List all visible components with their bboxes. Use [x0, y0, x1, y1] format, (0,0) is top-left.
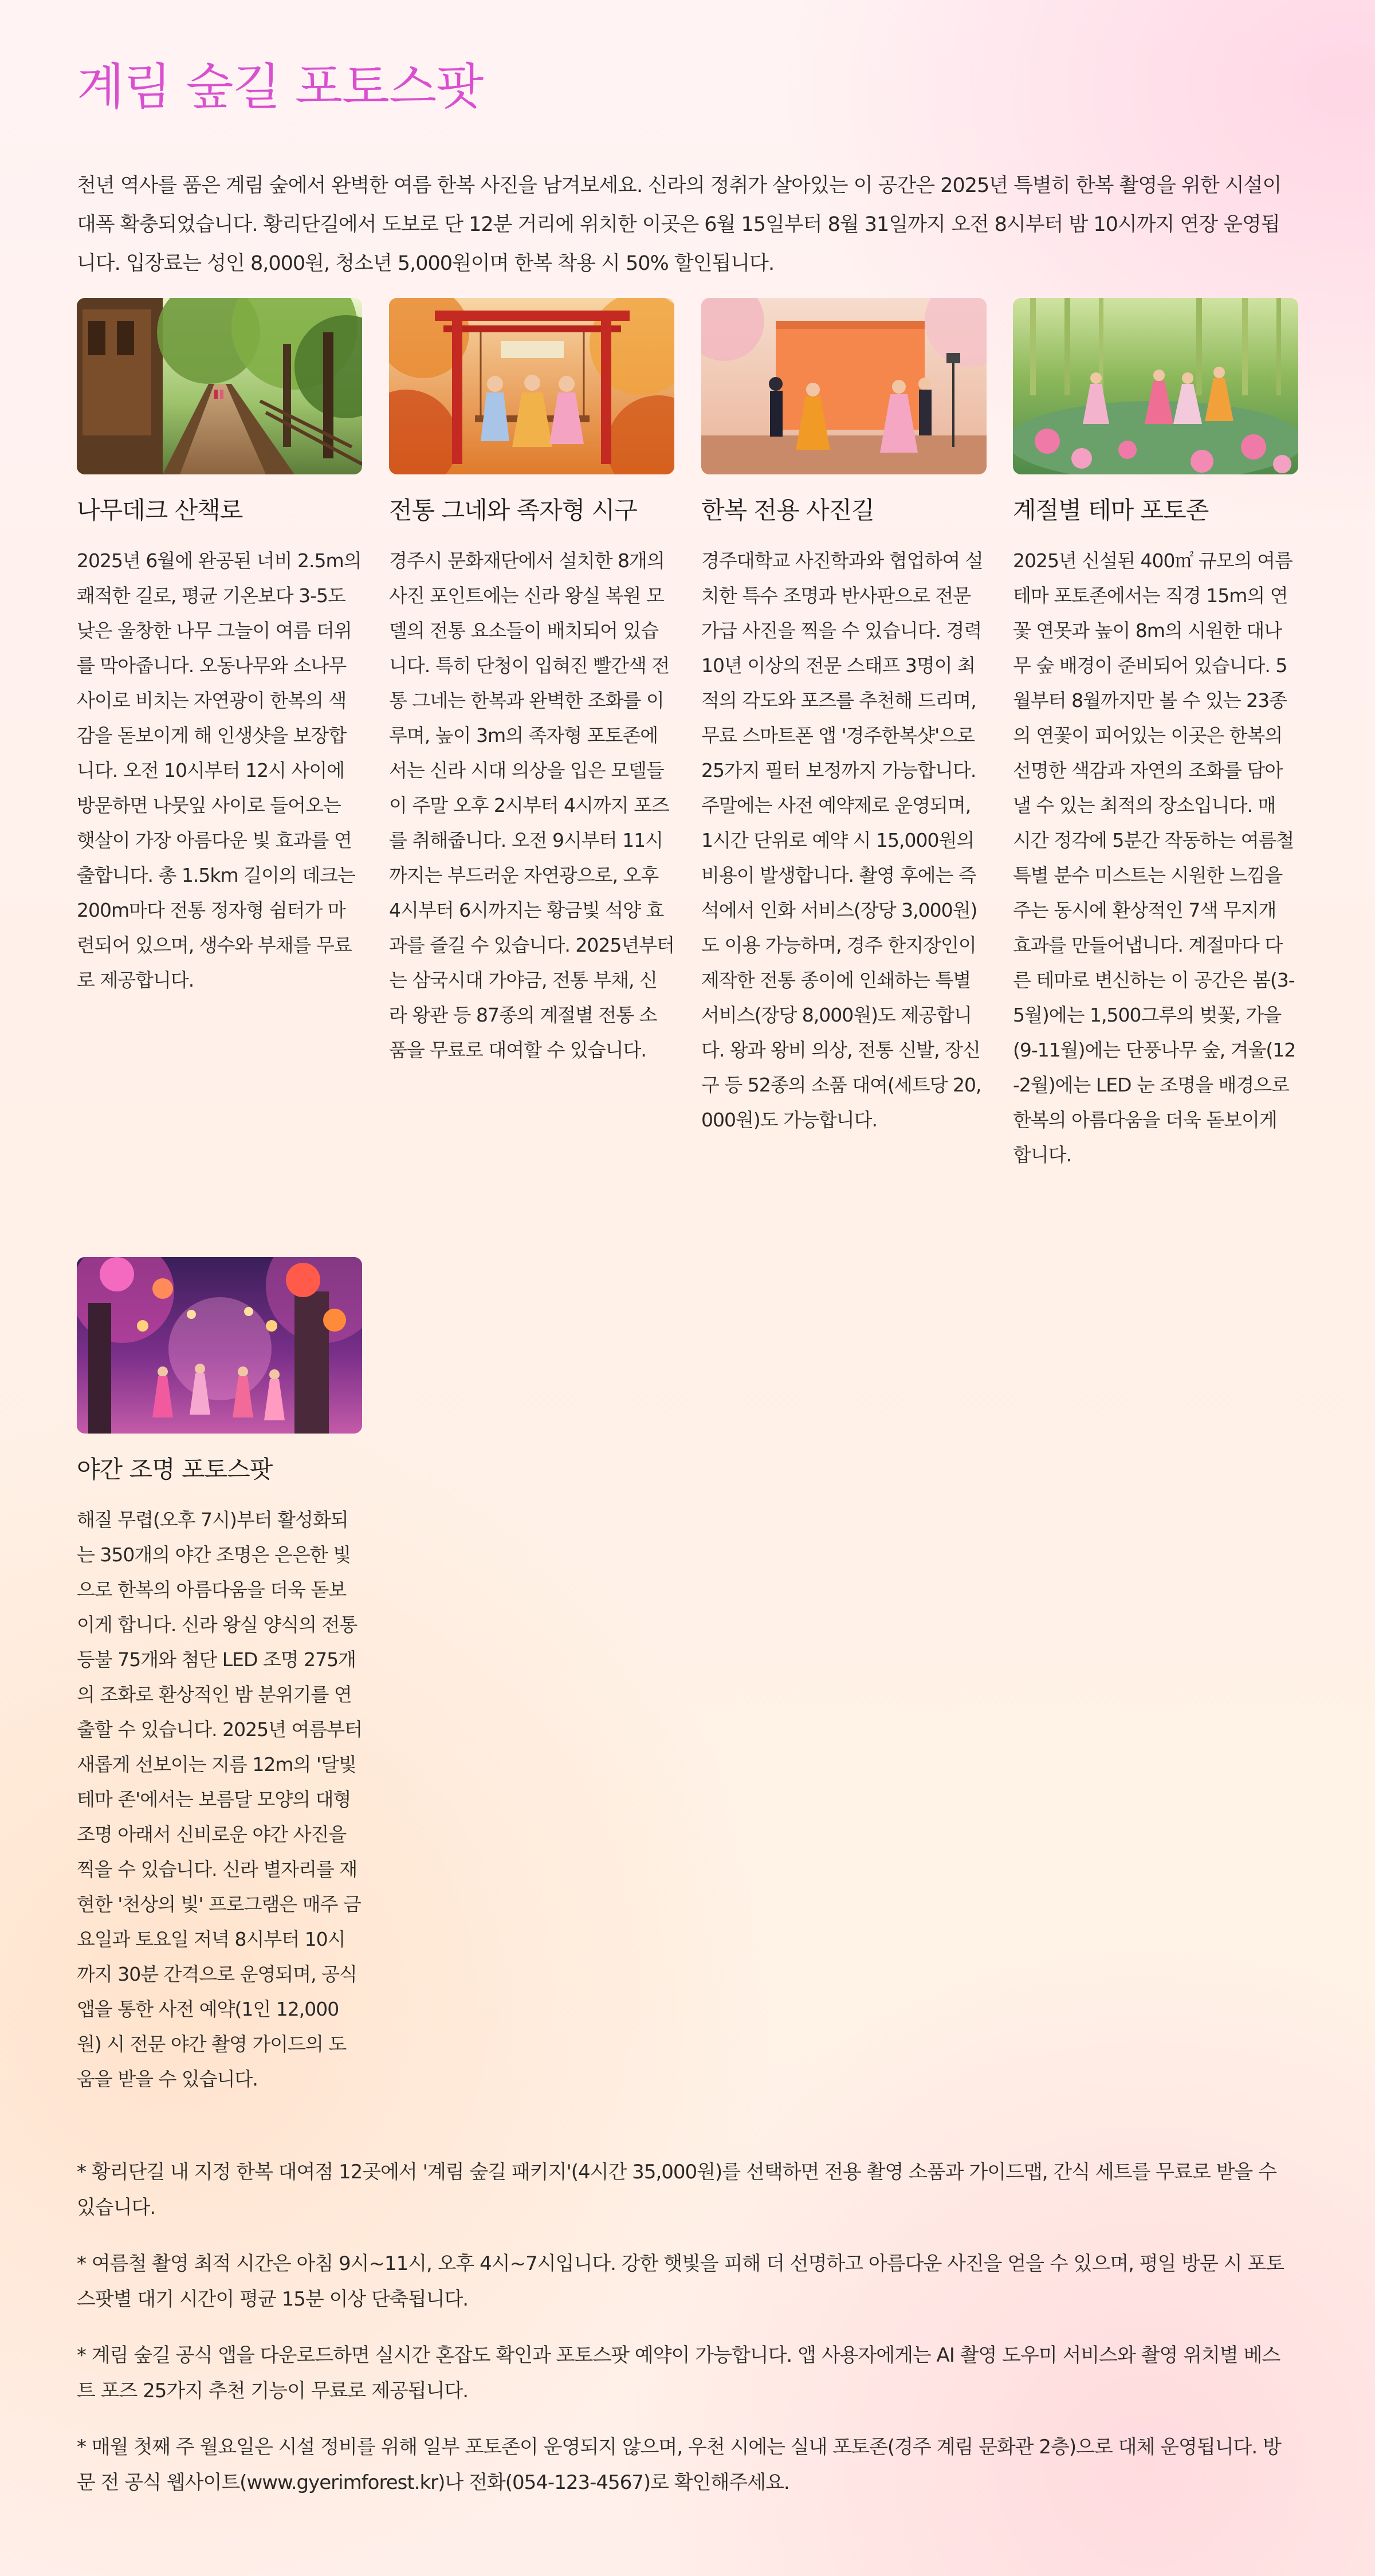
notes-section	[77, 2154, 1298, 2521]
note-item: * 여름철 촬영 최적 시간은 아침 9시~11시, 오후 4시~7시입니다. 강한 햇빛을 피해 더 선명하고 아름다운 사진을 얻을 수 있으며, 평일 방문 시 포토스팟별 대기 시간이 평균 15분 이상 단축됩니다.	[77, 2252, 1284, 2311]
intro-paragraph: 천년 역사를 품은 계림 숲에서 완벽한 여름 한복 사진을 남겨보세요. 신라의 정취가 살아있는 이 공간은 2025년 특별히 한복 촬영을 위한 시설이 대폭 확충되었습니다. 황리단길에서 도보로 단 12분 거리에 위치한 이곳은 6월 15일부터 8월 31일까지 오전 8시부터 밤 10시까지 연장 운영됩니다. 입장료는 성인 8,000원, 청소년 5,000원이며 한복 착용 시 50% 할인됩니다.	[77, 174, 1282, 275]
note-item: * 황리단길 내 지정 한복 대여점 12곳에서 '계림 숲길 패키지'(4시간 35,000원)를 선택하면 전용 촬영 소품과 가이드맵, 간식 세트를 무료로 받을 수 있습니다.	[77, 2161, 1276, 2219]
spot-title: 전통 그네와 족자형 시구	[389, 496, 637, 524]
spot-description: 경주대학교 사진학과와 협업하여 설치한 특수 조명과 반사판으로 전문가급 사진을 찍을 수 있습니다. 경력 10년 이상의 전문 스태프 3명이 최적의 각도와 포즈를 추천해 드리며, 무료 스마트폰 앱 '경주한복샷'으로 25가지 필터 보정까지 가능합니다. 주말에는 사전 예약제로 운영되며, 1시간 단위로 예약 시 15,000원의 비용이 발생합니다. 촬영 후에는 즉석에서 인화 서비스(장당 3,000원)도 이용 가능하며, 경주 한지장인이 제작한 전통 종이에 인쇄하는 특별 서비스(장당 8,000원)도 제공합니다. 왕과 왕비 의상, 전통 신발, 장신구 등 52종의 소품 대여(세트당 20,000원)도 가능합니다.	[701, 549, 983, 1131]
spot-description: 2025년 6월에 완공된 너비 2.5m의 쾌적한 길로, 평균 기온보다 3-5도 낮은 울창한 나무 그늘이 여름 더위를 막아줍니다. 오동나무와 소나무 사이로 비치는 자연광이 한복의 색감을 돋보이게 해 인생샷을 보장합니다. 오전 10시부터 12시 사이에 방문하면 나뭇잎 사이로 들어오는 햇살이 가장 아름다운 빛 효과를 연출합니다. 총 1.5km 길이의 데크는 200m마다 전통 정자형 쉼터가 마련되어 있으며, 생수와 부채를 무료로 제공합니다.	[77, 549, 362, 991]
spot-card-wooden-deck	[77, 298, 362, 998]
spot-card-seasonal-theme	[1013, 298, 1298, 1172]
page-title: 계림 숲길 포토스팟	[77, 58, 484, 116]
spot-title: 나무데크 산책로	[77, 496, 243, 524]
spot-title: 한복 전용 사진길	[701, 496, 874, 524]
spot-title: 야간 조명 포토스팟	[77, 1455, 273, 1483]
spot-card-hanbok-studio	[701, 298, 987, 1137]
spot-title: 계절별 테마 포토존	[1013, 496, 1209, 524]
hanbok-photo-studio-photo	[701, 298, 987, 474]
wooden-deck-path-photo	[77, 298, 362, 474]
traditional-swing-photo	[389, 298, 674, 474]
spot-card-traditional-swing	[389, 298, 674, 1067]
spot-card-night-lighting	[77, 1257, 362, 2096]
spot-description: 경주시 문화재단에서 설치한 8개의 사진 포인트에는 신라 왕실 복원 모델의 전통 요소들이 배치되어 있습니다. 특히 단청이 입혀진 빨간색 전통 그네는 한복과 완벽한 조화를 이루며, 높이 3m의 족자형 포토존에서는 신라 시대 의상을 입은 모델들이 주말 오후 2시부터 4시까지 포즈를 취해줍니다. 오전 9시부터 11시까지는 부드러운 자연광으로, 오후 4시부터 6시까지는 황금빛 석양 효과를 즐길 수 있습니다. 2025년부터는 삼국시대 가야금, 전통 부채, 신라 왕관 등 87종의 계절별 전통 소품을 무료로 대여할 수 있습니다.	[389, 549, 674, 1061]
lotus-pond-photo	[1013, 298, 1298, 474]
note-item: * 매월 첫째 주 월요일은 시설 정비를 위해 일부 포토존이 운영되지 않으며, 우천 시에는 실내 포토존(경주 계림 문화관 2층)으로 대체 운영됩니다. 방문 전 공식 웹사이트(www.gyerimforest.kr)나 전화(054-123-4567)로 확인해주세요.	[77, 2436, 1281, 2494]
spot-description: 해질 무렵(오후 7시)부터 활성화되는 350개의 야간 조명은 은은한 빛으로 한복의 아름다움을 더욱 돋보이게 합니다. 신라 왕실 양식의 전통 등불 75개와 첨단 LED 조명 275개의 조화로 환상적인 밤 분위기를 연출할 수 있습니다. 2025년 여름부터 새롭게 선보이는 지름 12m의 '달빛 테마 존'에서는 보름달 모양의 대형 조명 아래서 신비로운 야간 사진을 찍을 수 있습니다. 신라 별자리를 재현한 '천상의 빛' 프로그램은 매주 금요일과 토요일 저녁 8시부터 10시까지 30분 간격으로 운영되며, 공식 앱을 통한 사전 예약(1인 12,000원) 시 전문 야간 촬영 가이드의 도움을 받을 수 있습니다.	[77, 1509, 362, 2090]
night-lantern-photo	[77, 1257, 362, 1434]
note-item: * 계림 숲길 공식 앱을 다운로드하면 실시간 혼잡도 확인과 포토스팟 예약이 가능합니다. 앱 사용자에게는 AI 촬영 도우미 서비스와 촬영 위치별 베스트 포즈 25가지 추천 기능이 무료로 제공됩니다.	[77, 2344, 1280, 2402]
spot-description: 2025년 신설된 400㎡ 규모의 여름 테마 포토존에서는 직경 15m의 연꽃 연못과 높이 8m의 시원한 대나무 숲 배경이 준비되어 있습니다. 5월부터 8월까지만 볼 수 있는 23종의 연꽃이 피어있는 이곳은 한복의 선명한 색감과 자연의 조화를 담아낼 수 있는 최적의 장소입니다. 매 시간 정각에 5분간 작동하는 여름철 특별 분수 미스트는 시원한 느낌을 주는 동시에 환상적인 7색 무지개 효과를 만들어냅니다. 계절마다 다른 테마로 변신하는 이 공간은 봄(3-5월)에는 1,500그루의 벚꽃, 가을(9-11월)에는 단풍나무 숲, 겨울(12-2월)에는 LED 눈 조명을 배경으로 한복의 아름다움을 더욱 돋보이게 합니다.	[1013, 549, 1296, 1166]
